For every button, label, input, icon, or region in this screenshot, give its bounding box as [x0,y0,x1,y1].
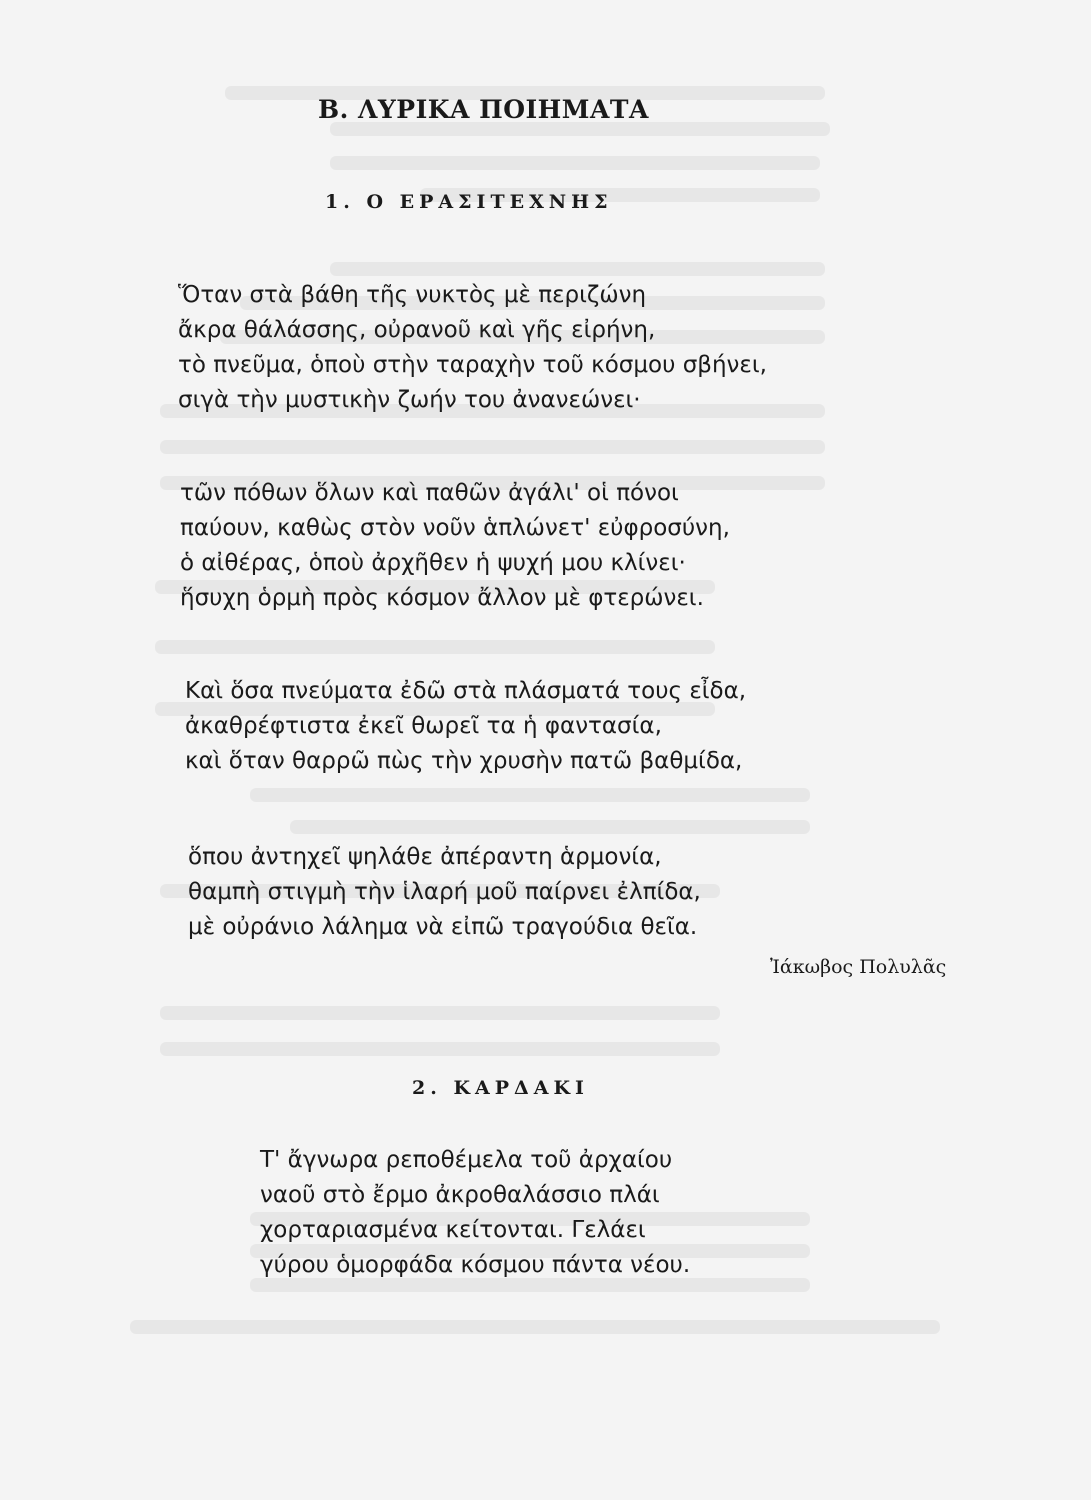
verse-line: καὶ ὅταν θαρρῶ πὼς τὴν χρυσὴν πατῶ βαθμίδα, [185,748,743,774]
verse-line: παύουν, καθὼς στὸν νοῦν ἁπλώνετ' εὐφροσύνη, [180,515,730,541]
verse-line: ἀκαθρέφτιστα ἐκεῖ θωρεῖ τα ἡ φαντασία, [185,713,662,739]
verse-line: Καὶ ὅσα πνεύματα ἐδῶ στὰ πλάσματά τους εἶδα, [185,678,747,704]
poem-1-stanza-2 [180,476,730,616]
verse-line: Ὅταν στὰ βάθη τῆς νυκτὸς μὲ περιζώνη [178,282,647,308]
verse-line: τῶν πόθων ὅλων καὶ παθῶν ἀγάλι' οἱ πόνοι [180,480,679,506]
section-title: Β. ΛΥΡΙΚΑ ΠΟΙΗΜΑΤΑ [318,95,649,124]
verse-line: γύρου ὁμορφάδα κόσμου πάντα νέου. [260,1252,691,1278]
poem-1-stanza-1 [178,278,767,418]
verse-line: ἥσυχη ὁρμὴ πρὸς κόσμον ἄλλον μὲ φτερώνει. [180,585,704,611]
poem-title-kardaki: 2. ΚΑΡΔΑΚΙ [412,1077,589,1099]
verse-line: τὸ πνεῦμα, ὁποὺ στὴν ταραχὴν τοῦ κόσμου σβήνει, [178,352,767,378]
poem-1-stanza-3 [185,674,746,779]
poem-title-erasitexnis: 1. Ο ΕΡΑΣΙΤΕΧΝΗΣ [325,191,613,213]
verse-line: ἄκρα θάλάσσης, οὐρανοῦ καὶ γῆς εἰρήνη, [178,317,656,343]
verse-line: σιγὰ τὴν μυστικὴν ζωήν του ἀνανεώνει· [178,387,641,413]
poem-1-stanza-4 [188,840,701,945]
verse-line: μὲ οὐράνιο λάλημα νὰ εἰπῶ τραγούδια θεῖα. [188,914,698,940]
poem-2-stanza-1 [260,1143,690,1283]
verse-line: χορταριασμένα κείτονται. Γελάει [260,1217,646,1243]
verse-line: ναοῦ στὸ ἔρμο ἀκροθαλάσσιο πλάι [260,1182,660,1208]
verse-line: θαμπὴ στιγμὴ τὴν ἱλαρή μοῦ παίρνει ἐλπίδα, [188,879,701,905]
verse-line: ὁ αἰθέρας, ὁποὺ ἀρχῆθεν ἡ ψυχή μου κλίνει· [180,550,686,576]
verse-line: ὅπου ἀντηχεῖ ψηλάθε ἀπέραντη ἁρμονία, [188,844,662,870]
verse-line: Τ' ἄγνωρα ρεποθέμελα τοῦ ἀρχαίου [260,1147,673,1173]
poem-author: Ἰάκωβος Πολυλᾶς [770,956,947,978]
